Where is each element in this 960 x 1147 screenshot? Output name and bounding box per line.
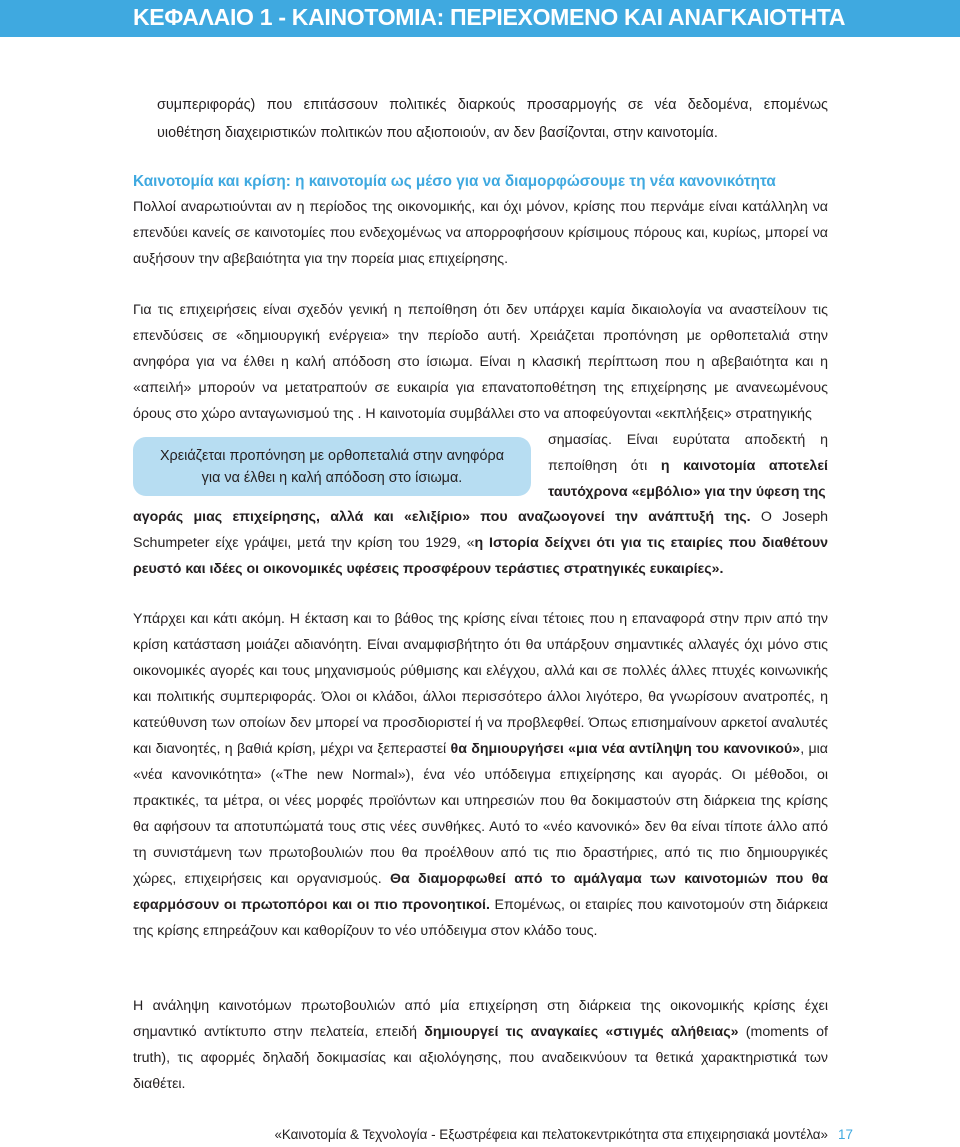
moments-of-truth-paragraph xyxy=(133,994,828,1098)
crisis-paragraph-2: Για τις επιχειρήσεις είναι σχεδόν γενική η πεποίθηση ότι δεν υπάρχει καμία δικαιολογία να αναστείλουν τις επενδύσεις σε «δημιουργική ενέργεια» την περίοδο αυτή. Χρειάζεται προπόνηση με ορθοπεταλιά στην ανηφόρα για να έλθει η καλή απόδοση στο ίσιωμα. Είναι η κλασική περίπτωση που η αβεβαιότητα και η «απειλή» μπορούν να μετατραπούν σε ευκαιρία για επανατοποθέτηση της επιχείρησης με ανανεωμένους όρους στο χώρο ανταγωνισμού της . Η καινοτομία συμβάλλει στο να αποφεύγονται «εκπλήξεις» στρατηγικής xyxy=(133,302,828,422)
schumpeter-text: O Joseph Schumpeter είχε γράψει, μετά την κρίση του 1929, « xyxy=(133,509,829,551)
beside-text: σημασίας. Είναι ευρύτατα αποδεκτή η πεποίθηση ότι xyxy=(548,432,828,474)
page-number: 17 xyxy=(838,1127,853,1142)
moments-text-1: Η ανάληψη καινοτόμων πρωτοβουλιών από μία επιχείρηση στη διάρκεια της οικονομικής κρίσης έχει σημαντικό αντίκτυπο στην πελατεία, επειδή xyxy=(133,998,828,1040)
pull-quote-line-2: για να έλθει η καλή απόδοση στο ίσιωμα. xyxy=(201,469,463,486)
schumpeter-quote: η Ιστορία δείχνει ότι για τις εταιρίες που διαθέτουν ρευστό και ιδέες οι οικονομικές υφέσεις προσφέρουν τεράστιες στρατηγικές ευκαιρίες». xyxy=(133,534,829,577)
chapter-header-bar xyxy=(0,0,960,37)
innovation-vaccine-bold: η καινοτομία αποτελεί ταυτόχρονα «εμβόλιο» για την ύφεση της xyxy=(548,458,829,500)
pull-quote-line-1: Χρειάζεται προπόνηση με ορθοπεταλιά στην ανηφόρα xyxy=(159,447,505,464)
pull-quote-text xyxy=(150,445,514,489)
schumpeter-paragraph xyxy=(133,505,828,583)
new-normal-paragraph xyxy=(133,606,828,944)
pull-quote-callout xyxy=(133,437,531,496)
chapter-title: ΚΕΦΑΛΑΙΟ 1 - ΚΑΙΝΟΤΟΜΙΑ: ΠΕΡΙΕΧΟΜΕΝΟ ΚΑΙ ΑΝΑΓΚΑΙΟΤΗΤΑ xyxy=(133,4,846,30)
moments-bold: δημιουργεί τις αναγκαίες «στιγμές αλήθειας» xyxy=(424,1023,739,1040)
section-heading: Καινοτομία και κρίση: η καινοτομία ως μέσο για να διαμορφώσουμε τη νέα κανονικότητα xyxy=(133,173,776,190)
vaccine-bold-text: αγοράς μιας επιχείρησης, αλλά και «ελιξίριο» που αναζωογονεί την ανάπτυξή της. xyxy=(133,509,751,525)
footer-book-title: «Καινοτομία & Τεχνολογία - Εξωστρέφεια και πελατοκεντρικότητα στα επιχειρησιακά μοντέλα» xyxy=(274,1127,828,1142)
intro-paragraph: συμπεριφοράς) που επιτάσσουν πολιτικές διαρκούς προσαρμογής σε νέα δεδομένα, επομένως υιοθέτηση διαχειριστικών πολιτικών που αξιοποιούν, αν δεν βασίζονται, στην καινοτομία. xyxy=(157,97,828,141)
crisis-paragraph-1: Πολλοί αναρωτιούνται αν η περίοδος της οικονομικής, και όχι μόνον, κρίσης που περνάμε είναι κατάλληλη να επενδύει κανείς σε καινοτομίες που ενδεχομένως να απορροφήσουν κρίσιμους πόρους και, κυρίως, μπορεί να αυξήσουν την αβεβαιότητα για την πορεία μιας επιχείρησης. xyxy=(133,199,828,267)
new-normal-text-3: Επομένως, οι εταιρίες που καινοτομούν στη διάρκεια της κρίσης επηρεάζουν και καθορίζουν το νέο υπόδειγμα στον κλάδο τους. xyxy=(133,897,828,939)
moments-text-2: (moments of truth), τις αφορμές δηλαδή δοκιμασίας και αξιολόγησης, που αναδεικνύουν τα θετικά χαρακτηριστικά των διαθέτει. xyxy=(133,1023,828,1092)
beside-callout-paragraph xyxy=(548,427,828,505)
new-normal-bold-1: θα δημιουργήσει «μια νέα αντίληψη του κανονικού» xyxy=(450,741,801,757)
new-normal-text-2: , μια «νέα κανονικότητα» («The new Normal»), ένα νέο υπόδειγμα επιχείρησης και αγοράς. Οι μέθοδοι, οι πρακτικές, τα μέτρα, οι νέες μορφές προϊόντων και υπηρεσιών που θα δοκιμαστούν στη διάρκεια της κρίσης θα αφήσουν τα αποτυπώματά τους στις νέες συνθήκες. Αυτό το «νέο κανονικό» δεν θα είναι τίποτε άλλο από τη συνιστάμενη των πρωτοβουλιών που θα προέλθουν από τις πιο δραστήριες, από τις πιο δημιουργικές χώρες, επιχειρήσεις και οργανισμούς. xyxy=(133,741,828,887)
new-normal-text-1: Υπάρχει και κάτι ακόμη. Η έκταση και το βάθος της κρίσης είναι τέτοιες που η επαναφορά στην πριν από την κρίση κατάσταση μοιάζει αδιανόητη. Είναι αναμφισβήτητο ότι θα υπάρξουν σημαντικές αλλαγές όχι μόνο στις οικονομικές αγορές και τους μηχανισμούς ρύθμισης και ελέγχου, αλλά και σε πολλές άλλες πτυχές κοινωνικής και πολιτικής συμπεριφοράς. Όλοι οι κλάδοι, άλλοι περισσότερο άλλοι λιγότερο, θα γνωρίσουν ανατροπές, η κατεύθυνση των οποίων δεν μπορεί να προσδιοριστεί ή να προβλεφθεί. Όπως επισημαίνουν αρκετοί αναλυτές και διανοητές, η βαθιά κρίση, μέχρι να ξεπεραστεί xyxy=(133,611,828,757)
new-normal-bold-2: Θα διαμορφωθεί από το αμάλγαμα των καινοτομιών που θα εφαρμόσουν οι πρωτοπόροι και οι πιο προνοητικοί. xyxy=(133,871,828,913)
